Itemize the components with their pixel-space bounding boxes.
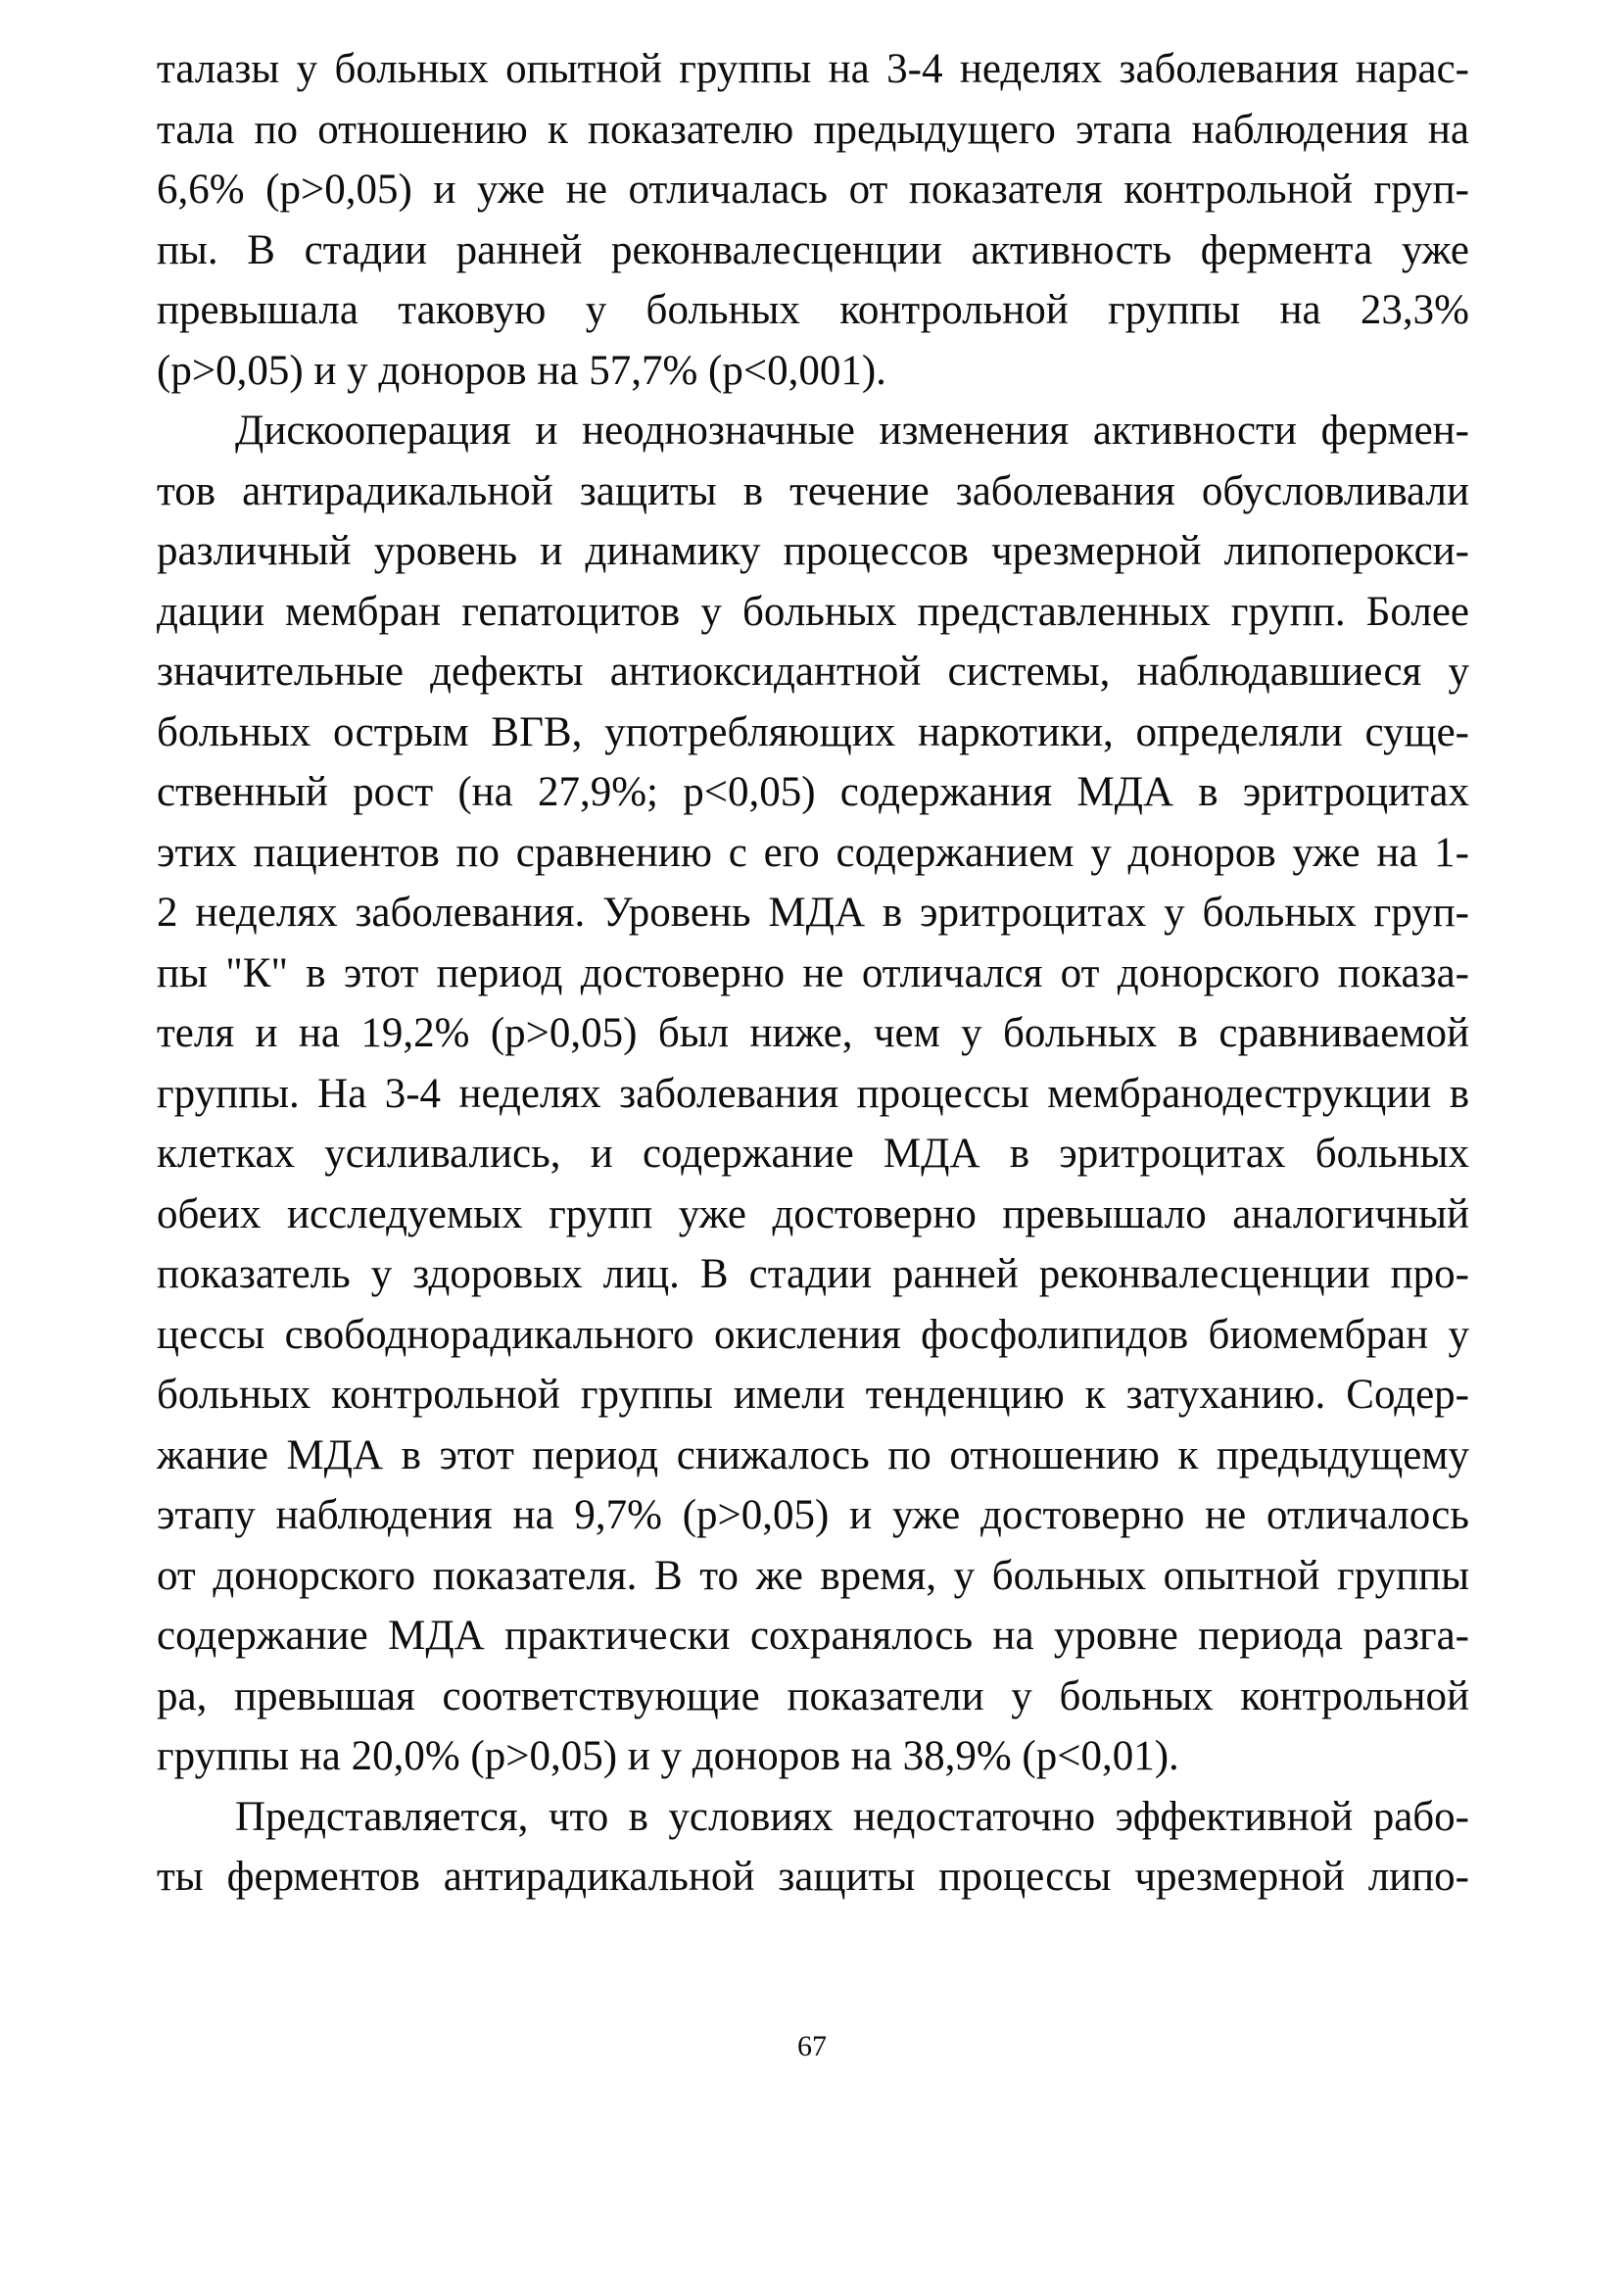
text-line: цессы свободнорадикального окисления фосфолипидов биомембран у bbox=[157, 1311, 1469, 1358]
text-line: обеих исследуемых групп уже достоверно превышало аналогичный bbox=[157, 1190, 1469, 1237]
text-line: группы. На 3-4 неделях заболевания процессы мембранодеструкции в bbox=[157, 1070, 1469, 1117]
text-line: Представляется, что в условиях недостаточно эффективной рабо- bbox=[235, 1793, 1469, 1840]
paragraph-1 bbox=[157, 39, 1469, 401]
text-line: тала по отношению к показателю предыдущего этапа наблюдения на bbox=[157, 106, 1469, 153]
text-line: больных острым ВГВ, употребляющих наркотики, определяли суще- bbox=[157, 708, 1469, 755]
page-body bbox=[157, 39, 1469, 1908]
text-line: (р>0,05) и у доноров на 57,7% (р<0,001). bbox=[157, 347, 886, 394]
text-line: дации мембран гепатоцитов у больных представленных групп. Более bbox=[157, 588, 1469, 635]
text-line: пы. В стадии ранней реконвалесценции активность фермента уже bbox=[157, 226, 1469, 273]
text-line: этапу наблюдения на 9,7% (р>0,05) и уже достоверно не отличалось bbox=[157, 1492, 1469, 1538]
text-line: показатель у здоровых лиц. В стадии ранней реконвалесценции про- bbox=[157, 1251, 1469, 1297]
text-line: группы на 20,0% (р>0,05) и у доноров на 38,9% (р<0,01). bbox=[157, 1733, 1179, 1779]
text-line: теля и на 19,2% (р>0,05) был ниже, чем у больных в сравниваемой bbox=[157, 1010, 1469, 1056]
text-line: превышала таковую у больных контрольной группы на 23,3% bbox=[157, 287, 1469, 333]
text-line: талазы у больных опытной группы на 3-4 неделях заболевания нарас- bbox=[157, 46, 1469, 92]
text-line: жание МДА в этот период снижалось по отношению к предыдущему bbox=[157, 1431, 1469, 1478]
page-number: 67 bbox=[797, 2030, 827, 2062]
text-line: 2 неделях заболевания. Уровень МДА в эритроцитах у больных груп- bbox=[157, 890, 1469, 936]
text-line: клетках усиливались, и содержание МДА в эритроцитах больных bbox=[157, 1131, 1469, 1177]
text-line: этих пациентов по сравнению с его содержанием у доноров уже на 1- bbox=[157, 829, 1469, 876]
text-line: Дискооперация и неоднозначные изменения активности фермен- bbox=[235, 408, 1469, 454]
paragraph-2 bbox=[157, 401, 1469, 1787]
text-line: тов антирадикальной защиты в течение заболевания обусловливали bbox=[157, 467, 1469, 514]
text-line: 6,6% (р>0,05) и уже не отличалась от показателя контрольной груп- bbox=[157, 167, 1469, 213]
text-line: значительные дефекты антиоксидантной системы, наблюдавшиеся у bbox=[157, 649, 1469, 695]
text-line: ственный рост (на 27,9%; р<0,05) содержания МДА в эритроцитах bbox=[157, 769, 1469, 815]
text-line: различный уровень и динамику процессов чрезмерной липоперокси- bbox=[157, 528, 1469, 574]
text-line: пы "К" в этот период достоверно не отличался от донорского показа- bbox=[157, 949, 1469, 996]
text-line: больных контрольной группы имели тенденцию к затуханию. Содер- bbox=[157, 1372, 1469, 1418]
text-line: содержание МДА практически сохранялось на уровне периода разга- bbox=[157, 1613, 1469, 1659]
text-line: ра, превышая соответствующие показатели у больных контрольной bbox=[157, 1672, 1469, 1719]
text-line: от донорского показателя. В то же время, у больных опытной группы bbox=[157, 1552, 1469, 1599]
paragraph-3 bbox=[157, 1787, 1469, 1908]
text-line: ты ферментов антирадикальной защиты процессы чрезмерной липо- bbox=[157, 1854, 1469, 1900]
